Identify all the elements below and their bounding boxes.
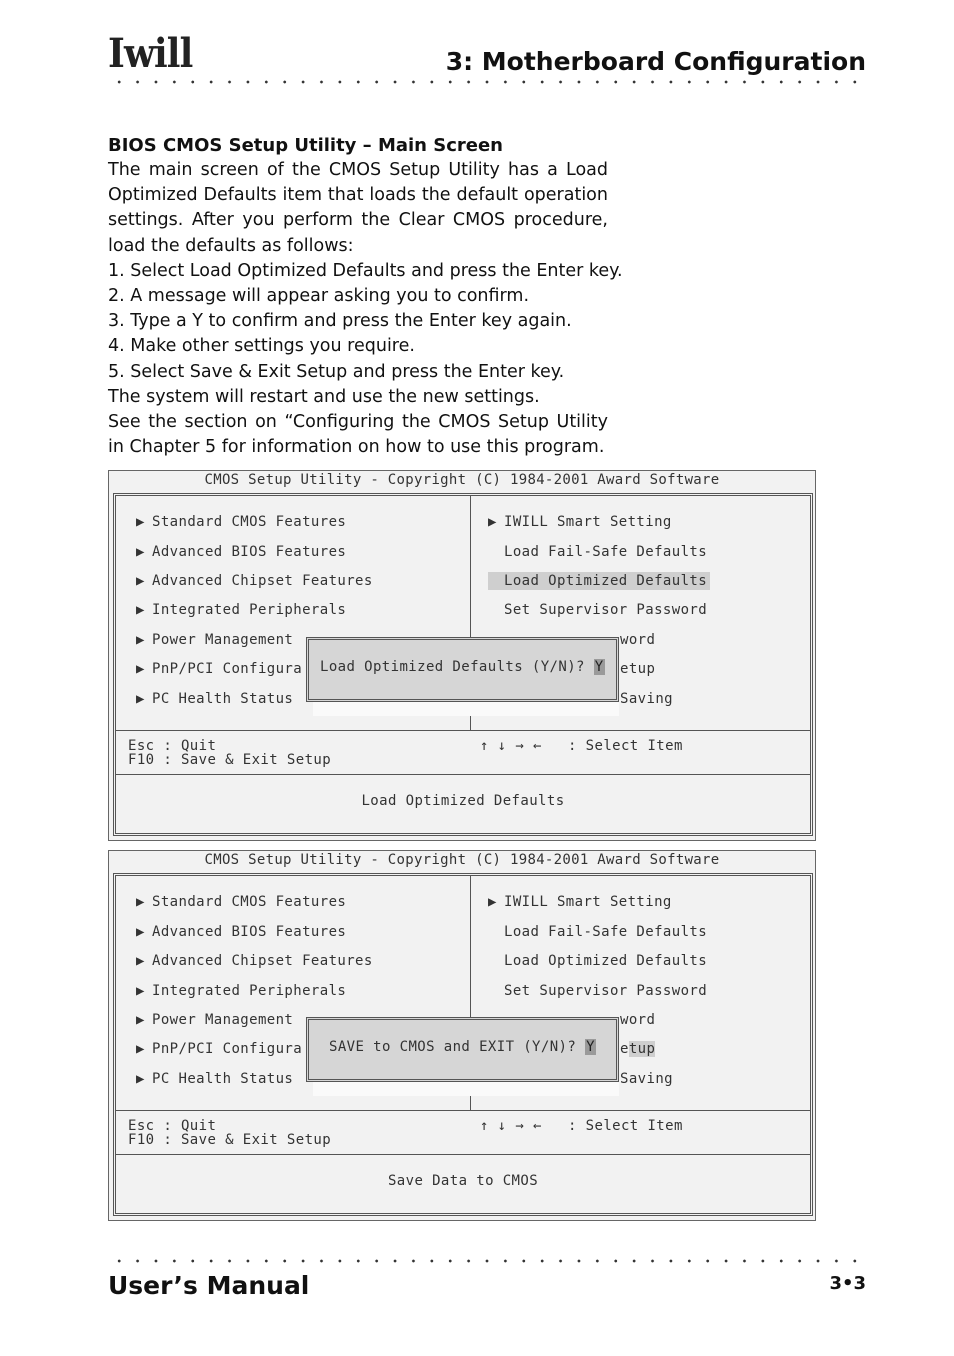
triangle-right-icon: ▶ xyxy=(136,1071,145,1087)
menu-integrated-peripherals[interactable] xyxy=(136,982,346,1000)
menu-set-user-partial[interactable] xyxy=(620,631,655,649)
menu-label: PnP/PCI Configura xyxy=(152,1041,303,1057)
menu-label: Load Fail-Safe Defaults xyxy=(504,544,708,560)
menu-label: Advanced BIOS Features xyxy=(152,544,347,560)
menu-label: IWILL Smart Setting xyxy=(504,514,672,530)
menu-label: word xyxy=(620,632,656,648)
help-divider xyxy=(116,1110,810,1111)
menu-advanced-bios[interactable] xyxy=(136,923,346,941)
menu-label: Integrated Peripherals xyxy=(152,983,347,999)
manual-title: User’s Manual xyxy=(108,1271,310,1300)
triangle-right-icon: ▶ xyxy=(136,691,145,707)
triangle-right-icon: ▶ xyxy=(136,602,145,618)
menu-load-optimized[interactable] xyxy=(488,952,707,970)
help-divider xyxy=(116,730,810,731)
iwill-logo: Iwill xyxy=(108,30,193,77)
menu-load-fail-safe[interactable] xyxy=(488,543,707,561)
menu-label: word xyxy=(620,1012,656,1028)
step-3: 3. Type a Y to confirm and press the Enter key again. xyxy=(108,311,572,332)
menu-pc-health[interactable] xyxy=(136,1070,293,1088)
menu-advanced-chipset[interactable] xyxy=(136,572,373,590)
menu-label: Set Supervisor Password xyxy=(504,983,708,999)
menu-save-exit-partial-selected[interactable] xyxy=(620,1040,655,1058)
menu-label: PnP/PCI Configura xyxy=(152,661,303,677)
status-line: Save Data to CMOS xyxy=(387,1173,539,1189)
triangle-right-icon: ▶ xyxy=(136,573,145,589)
page-number: 3•3 xyxy=(829,1273,866,1294)
menu-label: IWILL Smart Setting xyxy=(504,894,672,910)
triangle-right-icon: ▶ xyxy=(136,953,145,969)
dialog-answer-input[interactable]: Y xyxy=(594,659,604,675)
menu-label: Advanced BIOS Features xyxy=(152,924,347,940)
confirm-dialog[interactable] xyxy=(306,1017,619,1082)
bios-frame xyxy=(113,873,813,1216)
menu-label: Power Management xyxy=(152,1012,294,1028)
menu-standard-cmos[interactable] xyxy=(136,513,346,531)
step-4: 4. Make other settings you require. xyxy=(108,336,415,357)
menu-label: Advanced Chipset Features xyxy=(152,573,373,589)
menu-label: e xyxy=(620,1041,629,1057)
menu-load-optimized-selected[interactable] xyxy=(488,572,710,590)
menu-label: Load Optimized Defaults xyxy=(504,573,708,589)
intro-paragraph: The main screen of the CMOS Setup Utility has a Load Optimized Defaults item that loads the default operation settings. After you perform the Clear CMOS procedure, load the defaults as follows: xyxy=(108,160,608,256)
help-f10: F10 : Save & Exit Setup xyxy=(128,1132,332,1148)
help-esc: Esc : Quit xyxy=(128,738,217,754)
menu-power-management[interactable] xyxy=(136,1011,293,1029)
dialog-shadow xyxy=(313,700,619,716)
bios-screen-load-defaults xyxy=(108,470,816,841)
menu-exit-without-saving-partial[interactable] xyxy=(620,1070,673,1088)
help-select-item: : Select Item xyxy=(568,1118,683,1134)
menu-label: Advanced Chipset Features xyxy=(152,953,373,969)
help-arrows: ↑ ↓ → ← xyxy=(480,738,542,754)
menu-load-fail-safe[interactable] xyxy=(488,923,707,941)
menu-label: Standard CMOS Features xyxy=(152,514,347,530)
menu-label: Power Management xyxy=(152,632,294,648)
dialog-shadow xyxy=(313,1080,619,1096)
menu-iwill-smart[interactable] xyxy=(488,513,672,531)
step-2: 2. A message will appear asking you to confirm. xyxy=(108,286,530,307)
triangle-right-icon: ▶ xyxy=(488,514,497,530)
dialog-text: Load Optimized Defaults (Y/N)? xyxy=(320,659,585,675)
status-divider xyxy=(116,1154,810,1155)
menu-power-management[interactable] xyxy=(136,631,293,649)
menu-label: PC Health Status xyxy=(152,1071,294,1087)
help-arrows: ↑ ↓ → ← xyxy=(480,1118,542,1134)
bios-frame xyxy=(113,493,813,836)
menu-set-supervisor[interactable] xyxy=(488,601,707,619)
triangle-right-icon: ▶ xyxy=(136,661,145,677)
menu-pnp-pci[interactable] xyxy=(136,1040,302,1058)
bios-title: CMOS Setup Utility - Copyright (C) 1984-2001 Award Software xyxy=(204,852,720,868)
step-5: 5. Select Save & Exit Setup and press the Enter key. xyxy=(108,361,565,382)
after-note: The system will restart and use the new settings. xyxy=(108,386,540,407)
menu-label: PC Health Status xyxy=(152,691,294,707)
menu-label: Saving xyxy=(620,1071,673,1087)
see-also-paragraph: See the section on “Configuring the CMOS Setup Utility in Chapter 5 for information on how to use this program. xyxy=(108,412,608,458)
status-divider xyxy=(116,774,810,775)
menu-save-exit-partial[interactable] xyxy=(620,660,655,678)
menu-advanced-bios[interactable] xyxy=(136,543,346,561)
triangle-right-icon: ▶ xyxy=(136,924,145,940)
header-dotted-rule xyxy=(110,80,866,84)
article xyxy=(108,134,623,460)
help-select-item: : Select Item xyxy=(568,738,683,754)
menu-label: Load Optimized Defaults xyxy=(504,953,708,969)
menu-pnp-pci[interactable] xyxy=(136,660,302,678)
menu-iwill-smart[interactable] xyxy=(488,893,672,911)
triangle-right-icon: ▶ xyxy=(136,632,145,648)
menu-pc-health[interactable] xyxy=(136,690,293,708)
menu-advanced-chipset[interactable] xyxy=(136,952,373,970)
confirm-dialog[interactable] xyxy=(306,637,619,702)
triangle-right-icon: ▶ xyxy=(136,894,145,910)
status-line: Load Optimized Defaults xyxy=(361,793,565,809)
menu-exit-without-saving-partial[interactable] xyxy=(620,690,673,708)
help-f10: F10 : Save & Exit Setup xyxy=(128,752,332,768)
menu-label: Integrated Peripherals xyxy=(152,602,347,618)
menu-integrated-peripherals[interactable] xyxy=(136,601,346,619)
menu-standard-cmos[interactable] xyxy=(136,893,346,911)
step-1: 1. Select Load Optimized Defaults and press the Enter key. xyxy=(108,260,623,281)
menu-label: Saving xyxy=(620,691,673,707)
menu-label: Set Supervisor Password xyxy=(504,602,708,618)
footer-dotted-rule xyxy=(110,1259,866,1263)
dialog-answer-input[interactable]: Y xyxy=(586,1039,595,1055)
menu-label: Load Fail-Safe Defaults xyxy=(504,924,708,940)
triangle-right-icon: ▶ xyxy=(136,1012,145,1028)
triangle-right-icon: ▶ xyxy=(488,894,497,910)
triangle-right-icon: ▶ xyxy=(136,1041,145,1057)
menu-label: Standard CMOS Features xyxy=(152,894,347,910)
triangle-right-icon: ▶ xyxy=(136,983,145,999)
dialog-text: SAVE to CMOS and EXIT (Y/N)? xyxy=(329,1039,577,1055)
section-heading: BIOS CMOS Setup Utility – Main Screen xyxy=(108,135,503,156)
menu-label-highlight: tup xyxy=(628,1041,656,1057)
menu-label: etup xyxy=(620,661,656,677)
menu-set-user-partial[interactable] xyxy=(620,1011,655,1029)
triangle-right-icon: ▶ xyxy=(136,514,145,530)
help-esc: Esc : Quit xyxy=(128,1118,217,1134)
menu-set-supervisor[interactable] xyxy=(488,982,707,1000)
triangle-right-icon: ▶ xyxy=(136,544,145,560)
chapter-title: 3: Motherboard Configuration xyxy=(445,47,866,76)
bios-screen-save-exit xyxy=(108,850,816,1221)
bios-title: CMOS Setup Utility - Copyright (C) 1984-2001 Award Software xyxy=(204,472,720,488)
